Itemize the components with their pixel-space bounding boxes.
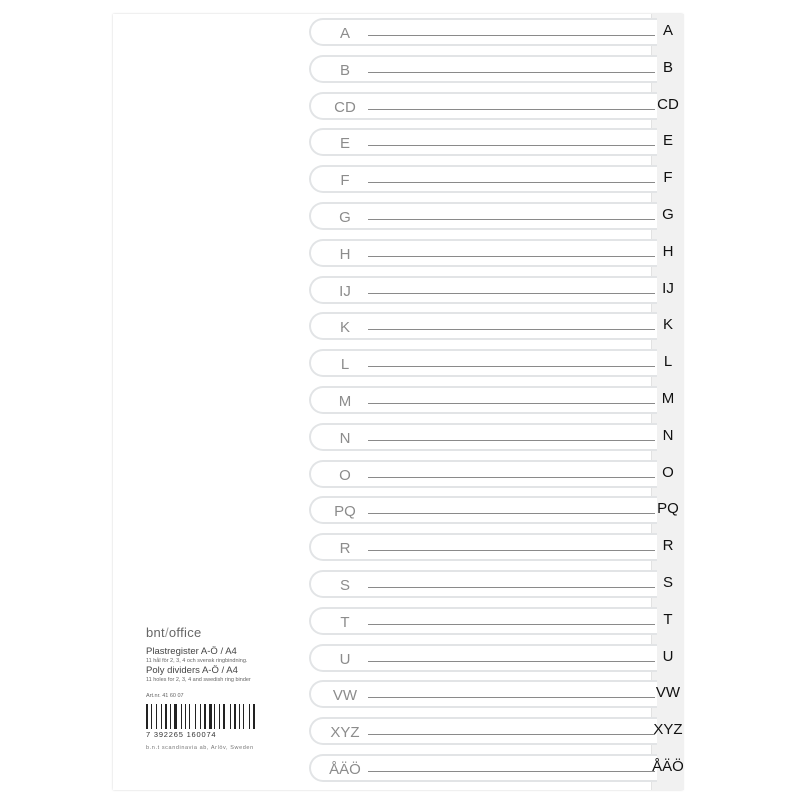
barcode-bar xyxy=(187,704,188,729)
tab-label[interactable]: M xyxy=(661,390,675,407)
subtitle-swedish: 11 hål för 2, 3, 4 och svensk ringbindning. xyxy=(146,658,248,664)
brand-logo xyxy=(146,625,316,640)
barcode-bar xyxy=(200,704,201,729)
write-line xyxy=(368,35,655,36)
write-line xyxy=(368,145,655,146)
barcode-bar xyxy=(243,704,244,729)
tab-label[interactable]: IJ xyxy=(662,279,674,297)
barcode-bar xyxy=(174,704,177,729)
tab-label[interactable]: F xyxy=(663,169,673,187)
barcode-bar xyxy=(195,704,196,729)
write-line xyxy=(368,293,655,294)
divider-row[interactable] xyxy=(309,754,683,786)
pill-label: ÅÄÖ xyxy=(329,761,361,778)
divider-pill xyxy=(309,18,657,46)
pill-label: T xyxy=(340,613,350,631)
write-line xyxy=(368,329,655,330)
pill-label: XYZ xyxy=(330,724,360,742)
write-line xyxy=(368,182,655,183)
tab-label[interactable]: L xyxy=(663,353,673,371)
divider-row[interactable] xyxy=(309,92,683,124)
write-line xyxy=(368,771,655,772)
divider-pill xyxy=(309,754,657,782)
barcode-bar xyxy=(165,704,167,729)
tab-label[interactable]: XYZ xyxy=(653,721,683,739)
barcode-bar xyxy=(232,704,233,729)
barcode-image xyxy=(146,704,256,729)
product-info xyxy=(146,625,316,751)
divider-pill xyxy=(309,349,657,377)
tab-label[interactable]: O xyxy=(662,463,674,481)
write-line xyxy=(368,734,655,735)
pill-label: O xyxy=(339,466,351,484)
barcode-bar xyxy=(234,704,236,729)
pill-label: E xyxy=(339,135,350,153)
tab-label[interactable]: VW xyxy=(655,684,681,702)
barcode-bar xyxy=(181,704,182,729)
write-line xyxy=(368,661,655,662)
pill-label: N xyxy=(339,429,351,447)
barcode-bar xyxy=(223,704,225,729)
divider-pill xyxy=(309,570,657,598)
divider-pill xyxy=(309,460,657,488)
divider-pill xyxy=(309,92,657,120)
barcode-bar xyxy=(197,704,199,729)
write-line xyxy=(368,109,655,110)
barcode-bar xyxy=(216,704,218,729)
write-line xyxy=(368,256,655,257)
barcode-bar xyxy=(249,704,250,729)
barcode-bar xyxy=(191,704,194,729)
write-line xyxy=(368,697,655,698)
pill-label: R xyxy=(339,540,351,558)
barcode-bar xyxy=(226,704,229,729)
tab-label[interactable]: R xyxy=(662,537,674,555)
divider-row[interactable] xyxy=(309,644,683,676)
write-line xyxy=(368,477,655,478)
divider-pill xyxy=(309,680,657,708)
barcode-number: 7 392265 160074 xyxy=(146,730,217,739)
barcode-bar xyxy=(202,704,203,729)
divider-pill xyxy=(309,533,657,561)
article-number: Art.nr. 41 60 07 xyxy=(146,693,184,699)
barcode-bar xyxy=(219,704,220,729)
brand-separator: / xyxy=(164,625,169,640)
divider-row[interactable] xyxy=(309,349,683,381)
divider-row[interactable] xyxy=(309,18,683,50)
barcode-bar xyxy=(204,704,206,729)
subtitle-english: 11 holes for 2, 3, 4 and swedish ring binder xyxy=(146,677,251,683)
pill-label: B xyxy=(339,61,350,79)
barcode-bar xyxy=(172,704,173,729)
divider-row[interactable] xyxy=(309,386,683,418)
barcode-bar xyxy=(163,704,164,729)
title-swedish: Plastregister A-Ö / A4 xyxy=(146,646,237,657)
write-line xyxy=(368,550,655,551)
barcode-bar xyxy=(251,704,252,729)
barcode-bar xyxy=(170,704,171,729)
barcode-bar xyxy=(158,704,161,729)
tab-label[interactable]: B xyxy=(662,58,673,76)
barcode-bar xyxy=(151,704,152,729)
barcode-bar xyxy=(253,704,255,729)
pill-label: H xyxy=(339,245,351,263)
barcode-bar xyxy=(207,704,208,729)
divider-row[interactable] xyxy=(309,607,683,639)
pill-label: M xyxy=(338,393,352,410)
divider-pill xyxy=(309,55,657,83)
barcode-bar xyxy=(214,704,215,729)
barcode-bar xyxy=(146,704,148,729)
write-line xyxy=(368,624,655,625)
divider-row[interactable] xyxy=(309,680,683,712)
barcode-bar xyxy=(241,704,243,729)
tab-label[interactable]: ÅÄÖ xyxy=(652,758,684,775)
write-line xyxy=(368,72,655,73)
pill-label: VW xyxy=(332,687,358,705)
divider-pill xyxy=(309,128,657,156)
write-line xyxy=(368,219,655,220)
tab-label[interactable]: CD xyxy=(657,95,679,113)
divider-pill xyxy=(309,312,657,340)
divider-row[interactable] xyxy=(309,276,683,308)
write-line xyxy=(368,403,655,404)
barcode-bar xyxy=(245,704,248,729)
tab-label[interactable]: U xyxy=(662,647,674,665)
divider-row[interactable] xyxy=(309,312,683,344)
divider-row[interactable] xyxy=(309,533,683,565)
divider-row[interactable] xyxy=(309,717,683,749)
write-line xyxy=(368,513,655,514)
tab-label[interactable]: G xyxy=(662,206,674,223)
divider-pill xyxy=(309,607,657,635)
barcode-bar xyxy=(149,704,150,729)
barcode-bar xyxy=(168,704,169,729)
divider-row[interactable] xyxy=(309,165,683,197)
tab-label[interactable]: PQ xyxy=(657,500,679,518)
pill-label: S xyxy=(339,577,350,594)
pill-label: U xyxy=(339,650,351,668)
pill-label: L xyxy=(340,356,350,374)
tab-label[interactable]: K xyxy=(662,316,673,334)
barcode-bar xyxy=(230,704,231,729)
title-english: Poly dividers A-Ö / A4 xyxy=(146,665,238,676)
barcode-bar xyxy=(185,704,187,729)
divider-pill xyxy=(309,239,657,267)
divider-pill xyxy=(309,717,657,745)
barcode-bar xyxy=(189,704,190,729)
barcode-bar xyxy=(237,704,238,729)
pill-label: K xyxy=(339,319,350,337)
divider-pill xyxy=(309,276,657,304)
write-line xyxy=(368,440,655,441)
pill-label: G xyxy=(339,209,351,226)
barcode-bar xyxy=(156,704,157,729)
tab-label[interactable]: H xyxy=(662,242,674,260)
divider-pill xyxy=(309,644,657,672)
divider-pill xyxy=(309,496,657,524)
write-line xyxy=(368,587,655,588)
pill-label: PQ xyxy=(334,503,356,521)
barcode-bar xyxy=(153,704,155,729)
barcode-bar xyxy=(178,704,180,729)
divider-pill xyxy=(309,165,657,193)
brand-name: bnt xyxy=(146,625,165,640)
pill-label: CD xyxy=(334,98,356,116)
barcode-bar xyxy=(213,704,214,729)
divider-row[interactable] xyxy=(309,460,683,492)
tab-label[interactable]: S xyxy=(662,574,673,591)
barcode-bar xyxy=(161,704,162,729)
divider-row[interactable] xyxy=(309,128,683,160)
divider-row[interactable] xyxy=(309,239,683,271)
barcode-bar xyxy=(183,704,184,729)
pill-label: IJ xyxy=(339,282,351,300)
write-line xyxy=(368,366,655,367)
tab-label[interactable]: T xyxy=(663,610,673,628)
divider-row[interactable] xyxy=(309,202,683,234)
pill-label: A xyxy=(339,25,350,42)
divider-row[interactable] xyxy=(309,55,683,87)
divider-row[interactable] xyxy=(309,496,683,528)
tab-label[interactable]: N xyxy=(662,426,674,444)
tab-label[interactable]: A xyxy=(662,22,673,39)
divider-row[interactable] xyxy=(309,570,683,602)
barcode-bar xyxy=(209,704,212,729)
divider-pill xyxy=(309,202,657,230)
brand-suffix: office xyxy=(168,625,202,640)
barcode-bar xyxy=(239,704,240,729)
pill-label: F xyxy=(340,172,350,190)
barcode-bar xyxy=(221,704,222,729)
divider-row[interactable] xyxy=(309,423,683,455)
divider-pill xyxy=(309,423,657,451)
tab-label[interactable]: E xyxy=(662,132,673,150)
divider-pill xyxy=(309,386,657,414)
company-address: b.n.t scandinavia ab, Arlöv, Sweden xyxy=(146,745,254,751)
